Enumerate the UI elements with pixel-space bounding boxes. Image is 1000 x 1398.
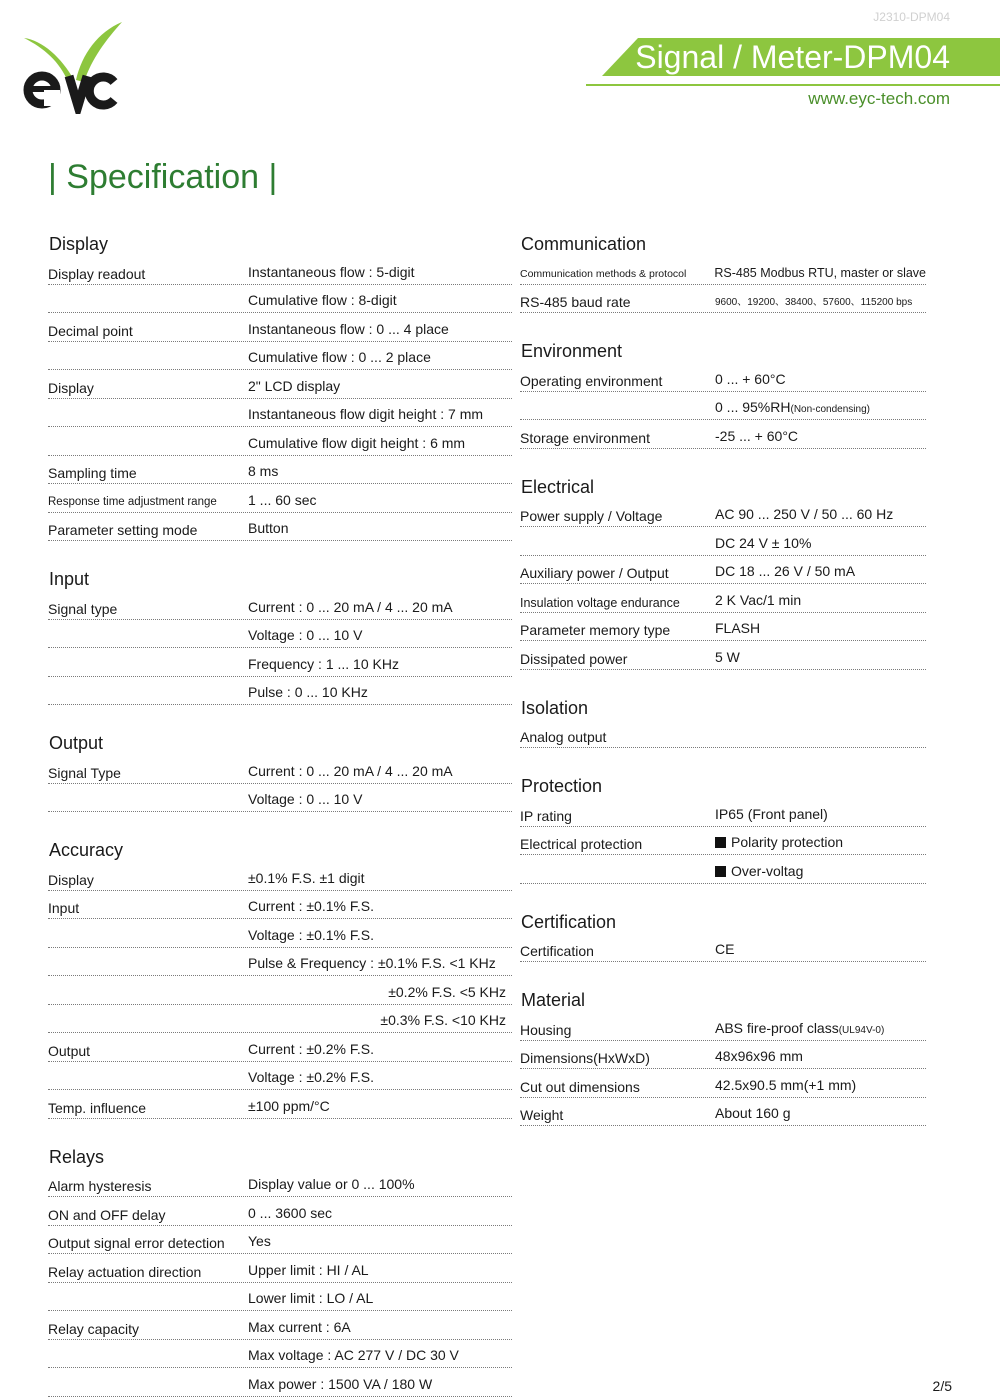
spec-label: Dissipated power	[520, 650, 628, 667]
spec-row	[48, 784, 512, 813]
spec-label	[520, 553, 715, 555]
section-title: Relays	[49, 1146, 105, 1167]
spec-label: Output signal error detection	[48, 1235, 225, 1251]
spec-value: 8 ms	[248, 463, 279, 479]
spec-label: Insulation voltage endurance	[520, 595, 680, 610]
spec-row	[520, 1069, 926, 1098]
spec-value: Voltage : 0 ... 10 V	[248, 791, 363, 807]
spec-label: Parameter memory type	[520, 622, 671, 638]
spec-label	[48, 1365, 248, 1367]
section-protection	[520, 774, 926, 884]
spec-label: Response time adjustment range	[48, 495, 217, 508]
spec-row	[48, 919, 512, 948]
spec-value-text: Over-voltag	[731, 862, 804, 879]
spec-value: ±0.3% F.S. <10 KHz	[380, 1012, 506, 1028]
section-electrical	[520, 475, 926, 670]
spec-value: FLASH	[715, 620, 761, 636]
spec-value: 0 ... + 60°C	[715, 370, 786, 387]
spec-value: Yes	[248, 1233, 271, 1249]
spec-value: Lower limit : LO / AL	[248, 1290, 374, 1306]
section-title: Environment	[521, 341, 623, 361]
spec-value-main: ABS fire-proof class	[715, 1019, 839, 1036]
spec-label: Power supply / Voltage	[520, 508, 663, 524]
spec-row	[520, 256, 926, 285]
left-column	[48, 232, 512, 1397]
section-input	[48, 567, 512, 705]
spec-value: Pulse : 0 ... 10 KHz	[248, 684, 368, 700]
banner-title: Signal / Meter-DPM04	[635, 39, 950, 75]
section-title: Output	[49, 733, 104, 753]
spec-label: Weight	[520, 1107, 564, 1123]
spec-row	[48, 1090, 512, 1119]
spec-label: Storage environment	[520, 429, 650, 446]
section-title: Protection	[521, 776, 603, 796]
section-accuracy	[48, 838, 512, 1119]
spec-value: Current : ±0.1% F.S.	[248, 898, 374, 914]
spec-value: AC 90 ... 250 V / 50 ... 60 Hz	[715, 506, 894, 522]
spec-row	[48, 399, 512, 428]
spec-row	[48, 313, 512, 342]
spec-label	[520, 881, 715, 883]
spec-value: Max voltage : AC 277 V / DC 30 V	[248, 1347, 459, 1363]
spec-label: Signal type	[48, 600, 118, 617]
spec-row	[48, 1197, 512, 1226]
spec-row	[48, 342, 512, 371]
spec-row	[48, 1169, 512, 1198]
spec-value: Frequency : 1 ... 10 KHz	[248, 655, 399, 672]
spec-value-text: Polarity protection	[731, 834, 844, 850]
spec-value: Pulse & Frequency : ±0.1% F.S. <1 KHz	[248, 955, 496, 971]
spec-row	[520, 556, 926, 585]
spec-value	[715, 399, 926, 419]
spec-value: 0 ... 3600 sec	[248, 1204, 333, 1221]
section-title: Isolation	[521, 697, 589, 718]
spec-label	[48, 1308, 248, 1310]
spec-row	[48, 1254, 512, 1283]
spec-value: DC 24 V ± 10%	[715, 534, 812, 551]
website-link[interactable]: www.eyc-tech.com	[808, 89, 950, 108]
section-title: Material	[521, 990, 586, 1010]
spec-row	[48, 1033, 512, 1062]
spec-row	[48, 1340, 512, 1369]
spec-row	[48, 256, 512, 285]
spec-value	[715, 834, 926, 854]
spec-row	[48, 1062, 512, 1091]
title-banner	[594, 38, 1000, 76]
spec-label: Auxiliary power / Output	[520, 565, 669, 581]
spec-label	[48, 1030, 248, 1032]
section-title: Input	[49, 569, 90, 589]
spec-row	[48, 1283, 512, 1312]
spec-value: Voltage : 0 ... 10 V	[248, 627, 363, 643]
spec-value: Instantaneous flow : 0 ... 4 place	[248, 320, 449, 337]
section-title: Display	[49, 234, 109, 254]
spec-label	[48, 674, 248, 676]
spec-label	[48, 310, 248, 312]
spec-label: Input	[48, 900, 80, 916]
page-number: 2/5	[932, 1378, 952, 1394]
spec-value: 48x96x96 mm	[715, 1048, 803, 1064]
spec-value: CE	[715, 941, 735, 957]
spec-row	[48, 755, 512, 784]
spec-value: 42.5x90.5 mm(+1 mm)	[715, 1076, 857, 1093]
spec-label: Signal Type	[48, 764, 121, 781]
right-column	[520, 232, 926, 1126]
spec-value: ±100 ppm/°C	[248, 1097, 330, 1114]
section-display	[48, 232, 512, 541]
spec-label: Cut out dimensions	[520, 1078, 640, 1095]
spec-row	[520, 363, 926, 392]
spec-row	[520, 1012, 926, 1041]
spec-row	[48, 891, 512, 920]
spec-row	[48, 648, 512, 677]
spec-row	[48, 513, 512, 542]
spec-value: 1 ... 60 sec	[248, 491, 317, 508]
spec-label: Display	[48, 871, 94, 888]
page-title: | Specification |	[48, 158, 278, 196]
spec-row	[520, 798, 926, 827]
spec-label	[48, 702, 248, 704]
spec-value: Voltage : ±0.2% F.S.	[248, 1069, 374, 1085]
spec-row	[520, 1098, 926, 1127]
spec-label: Temp. influence	[48, 1099, 147, 1116]
spec-row	[48, 456, 512, 485]
spec-row	[520, 1041, 926, 1070]
spec-value: ±0.1% F.S. ±1 digit	[248, 869, 365, 886]
spec-row	[48, 976, 512, 1005]
spec-label: Display readout	[48, 265, 146, 282]
spec-label: Certification	[520, 943, 594, 959]
spec-value: 2" LCD display	[248, 377, 341, 394]
document-id: J2310-DPM04	[873, 10, 950, 24]
spec-row	[520, 499, 926, 528]
spec-label	[520, 417, 715, 419]
square-bullet-icon	[715, 866, 726, 877]
spec-row	[520, 285, 926, 314]
spec-label: Sampling time	[48, 465, 137, 481]
spec-row	[48, 285, 512, 314]
spec-label	[48, 645, 248, 647]
spec-row	[48, 591, 512, 620]
section-title: Electrical	[521, 476, 595, 497]
spec-row	[48, 1226, 512, 1255]
spec-label: Relay capacity	[48, 1320, 140, 1337]
spec-value: About 160 g	[715, 1105, 791, 1121]
section-title: Communication	[521, 234, 647, 254]
spec-value: DC 18 ... 26 V / 50 mA	[715, 563, 856, 579]
spec-value: Voltage : ±0.1% F.S.	[248, 926, 374, 943]
spec-value: Display value or 0 ... 100%	[248, 1176, 415, 1192]
section-title: Certification	[521, 911, 617, 932]
spec-value: Max power : 1500 VA / 180 W	[248, 1375, 433, 1392]
spec-value: -25 ... + 60°C	[715, 427, 799, 444]
spec-value: Cumulative flow digit height : 6 mm	[248, 434, 466, 451]
section-output	[48, 731, 512, 812]
spec-label	[48, 367, 248, 369]
header-divider	[586, 84, 1000, 86]
spec-label: Housing	[520, 1021, 572, 1038]
spec-value: Cumulative flow : 8-digit	[248, 292, 397, 308]
spec-value: Cumulative flow : 0 ... 2 place	[248, 349, 431, 365]
spec-row	[520, 641, 926, 670]
section-communication	[520, 232, 926, 313]
spec-row	[48, 484, 512, 513]
spec-row	[520, 827, 926, 856]
spec-value: 9600、19200、38400、57600、115200 bps	[715, 297, 913, 308]
spec-row	[520, 392, 926, 421]
spec-label: Alarm hysteresis	[48, 1178, 152, 1194]
spec-label	[48, 453, 248, 455]
spec-row	[48, 370, 512, 399]
spec-label: Relay actuation direction	[48, 1263, 202, 1280]
spec-value-note: (UL94V-0)	[838, 1024, 885, 1036]
eyc-logo	[22, 18, 126, 114]
spec-value-main: 0 ... 95%RH	[715, 399, 791, 415]
spec-value	[715, 743, 926, 747]
spec-row	[48, 1005, 512, 1034]
spec-label	[48, 809, 248, 811]
spec-label: Display	[48, 379, 94, 396]
spec-value-note: (Non-condensing)	[790, 404, 870, 415]
spec-label: Decimal point	[48, 322, 133, 339]
spec-value	[715, 1020, 926, 1040]
spec-value: Instantaneous flow digit height : 7 mm	[248, 406, 484, 422]
spec-row	[48, 1311, 512, 1340]
spec-label: Parameter setting mode	[48, 522, 198, 538]
spec-row	[520, 934, 926, 963]
spec-row	[520, 613, 926, 642]
spec-label	[48, 1087, 248, 1089]
spec-value	[715, 863, 926, 883]
spec-label: RS-485 baud rate	[520, 294, 631, 310]
spec-label: Operating environment	[520, 372, 663, 389]
spec-row	[520, 855, 926, 884]
spec-value: Current : 0 ... 20 mA / 4 ... 20 mA	[248, 762, 453, 779]
spec-value: Max current : 6A	[248, 1318, 351, 1335]
spec-label	[48, 1394, 248, 1396]
spec-label	[48, 973, 248, 975]
spec-row	[48, 427, 512, 456]
spec-label: Communication methods & protocol	[520, 267, 687, 280]
square-bullet-icon	[715, 837, 726, 848]
spec-row	[520, 584, 926, 613]
spec-row	[48, 862, 512, 891]
spec-label: Output	[48, 1042, 91, 1059]
spec-value: 2 K Vac/1 min	[715, 591, 802, 608]
spec-value: Current : ±0.2% F.S.	[248, 1040, 374, 1057]
spec-label: Dimensions(HxWxD)	[520, 1050, 650, 1066]
spec-value: Upper limit : HI / AL	[248, 1261, 369, 1278]
spec-value: IP65 (Front panel)	[715, 805, 828, 822]
spec-label: Electrical protection	[520, 836, 643, 852]
spec-row	[520, 720, 926, 749]
section-certification	[520, 910, 926, 963]
section-environment	[520, 339, 926, 449]
spec-row	[48, 677, 512, 706]
spec-value: ±0.2% F.S. <5 KHz	[388, 983, 506, 1000]
spec-row	[520, 527, 926, 556]
spec-row	[520, 420, 926, 449]
spec-value: Instantaneous flow : 5-digit	[248, 263, 415, 280]
spec-value: Current : 0 ... 20 mA / 4 ... 20 mA	[248, 598, 453, 615]
section-relays	[48, 1145, 512, 1397]
spec-row	[48, 620, 512, 649]
spec-label: IP rating	[520, 807, 572, 824]
spec-value: RS-485 Modbus RTU, master or slave	[714, 265, 926, 280]
section-isolation	[520, 696, 926, 749]
spec-value: Button	[248, 520, 289, 536]
spec-label: Analog output	[520, 729, 607, 745]
spec-value: 5 W	[715, 648, 740, 665]
section-title: Accuracy	[49, 840, 124, 860]
spec-row	[48, 1368, 512, 1397]
spec-label	[48, 945, 248, 947]
spec-row	[48, 948, 512, 977]
spec-label: ON and OFF delay	[48, 1206, 166, 1223]
spec-label	[48, 424, 248, 426]
section-material	[520, 988, 926, 1126]
spec-label	[48, 1002, 248, 1004]
